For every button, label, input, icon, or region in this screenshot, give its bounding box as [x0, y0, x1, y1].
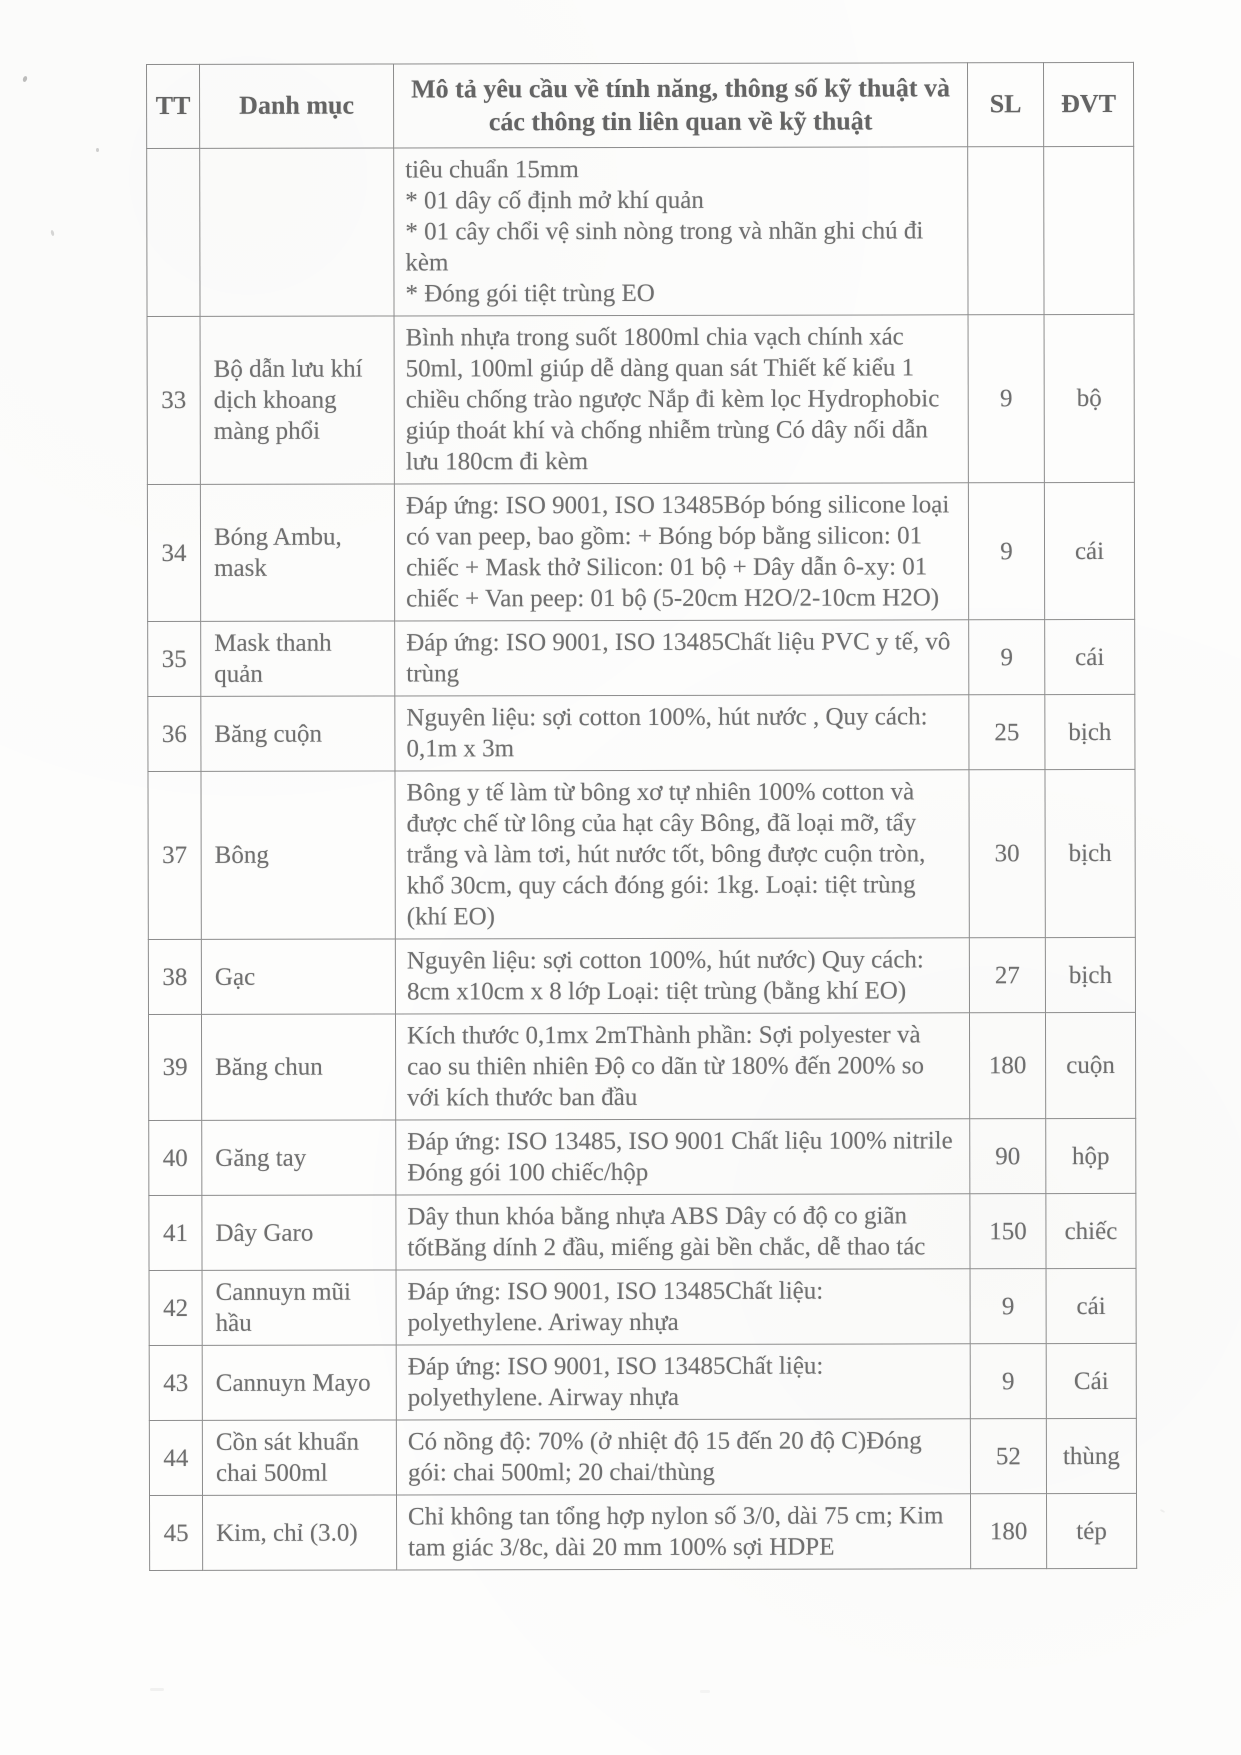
cell-unit: bịch — [1045, 694, 1135, 769]
cell-unit: cái — [1045, 619, 1135, 694]
cell-unit: cái — [1044, 482, 1134, 619]
table-header-row — [147, 62, 1134, 148]
cell-description: Đáp ứng: ISO 9001, ISO 13485Chất liệu PVC y tế, vô trùng — [395, 620, 969, 696]
cell-item-number: 40 — [149, 1120, 202, 1195]
table-row — [149, 1343, 1136, 1420]
col-header-tt: TT — [147, 64, 200, 148]
cell-description: tiêu chuẩn 15mm * 01 dây cố định mở khí quản * 01 cây chổi vệ sinh nòng trong và nhãn ghi chú đi kèm * Đóng gói tiệt trùng EO — [394, 147, 968, 316]
cell-unit: bộ — [1044, 314, 1134, 482]
cell-item-number: 43 — [149, 1345, 202, 1420]
cell-item-number: 45 — [149, 1495, 202, 1570]
cell-category: Cannuyn mũi hầu — [202, 1270, 396, 1345]
supplies-spec-table — [146, 62, 1137, 1571]
cell-category: Bộ dẫn lưu khí dịch khoang màng phổi — [200, 316, 394, 484]
cell-quantity: 180 — [969, 1013, 1045, 1119]
table-row — [149, 1493, 1136, 1570]
cell-unit: Cái — [1046, 1343, 1136, 1418]
cell-item-number: 34 — [147, 484, 200, 621]
scan-artifact — [22, 75, 28, 82]
cell-category: Băng cuộn — [201, 696, 395, 771]
cell-quantity: 9 — [970, 1344, 1046, 1419]
table-row — [148, 937, 1135, 1014]
cell-item-number: 37 — [148, 771, 201, 939]
table-row — [149, 1418, 1136, 1495]
cell-quantity: 9 — [968, 315, 1044, 483]
cell-quantity: 9 — [968, 483, 1044, 620]
cell-category: Cannuyn Mayo — [202, 1345, 396, 1420]
scan-artifact — [150, 1688, 164, 1691]
table-row — [148, 769, 1135, 939]
cell-category: Mask thanh quản — [201, 621, 395, 696]
cell-quantity: 90 — [970, 1119, 1046, 1194]
cell-unit: bịch — [1045, 937, 1135, 1012]
cell-item-number: 35 — [148, 621, 201, 696]
cell-description: Dây thun khóa bằng nhựa ABS Dây có độ co giãn tốtBăng dính 2 đầu, miếng gài bền chắc, dễ thao tác — [396, 1194, 970, 1270]
table-row — [148, 619, 1135, 696]
cell-unit: tép — [1046, 1493, 1136, 1568]
table-row — [148, 1012, 1135, 1120]
table-row — [149, 1118, 1136, 1195]
cell-item-number: 38 — [148, 939, 201, 1014]
cell-category: Băng chun — [201, 1014, 395, 1120]
cell-category: Gạc — [201, 939, 395, 1014]
cell-quantity: 52 — [970, 1419, 1046, 1494]
cell-category — [200, 148, 394, 316]
cell-item-number — [147, 148, 200, 316]
cell-description: Có nồng độ: 70% (ở nhiệt độ 15 đến 20 độ C)Đóng gói: chai 500ml; 20 chai/thùng — [396, 1419, 970, 1495]
cell-item-number: 44 — [149, 1420, 202, 1495]
cell-description: Nguyên liệu: sợi cotton 100%, hút nước , Quy cách: 0,1m x 3m — [395, 695, 969, 771]
cell-description: Đáp ứng: ISO 9001, ISO 13485Bóp bóng silicone loại có van peep, bao gồm: + Bóng bóp bằng silicon: 01 chiếc + Mask thở Silicon: 01 bộ + Dây dẫn ô-xy: 01 chiếc + Van peep: 01 bộ (5-20cm H2O/2-10cm H2O) — [394, 483, 968, 621]
scan-artifact — [700, 1690, 710, 1693]
cell-quantity: 9 — [970, 1269, 1046, 1344]
cell-description: Nguyên liệu: sợi cotton 100%, hút nước) Quy cách: 8cm x10cm x 8 lớp Loại: tiệt trùng (bằng khí EO) — [395, 938, 969, 1014]
col-header-category: Danh mục — [200, 64, 394, 148]
cell-quantity: 9 — [969, 620, 1045, 695]
cell-unit: bịch — [1045, 769, 1135, 937]
cell-quantity: 30 — [969, 770, 1045, 938]
cell-category: Găng tay — [202, 1120, 396, 1195]
cell-unit: cuộn — [1045, 1012, 1135, 1118]
table-row — [149, 1193, 1136, 1270]
cell-unit: thùng — [1046, 1418, 1136, 1493]
cell-description: Bình nhựa trong suốt 1800ml chia vạch chính xác 50ml, 100ml giúp dễ dàng quan sát Thiết kế kiểu 1 chiều chống trào ngược Nắp đi kèm lọc Hydrophobic giúp thoát khí và chống nhiễm trùng Có dây nối dẫn lưu 180cm đi kèm — [394, 315, 968, 484]
col-header-unit: ĐVT — [1043, 62, 1133, 146]
cell-description: Bông y tế làm từ bông xơ tự nhiên 100% cotton và được chế từ lông của hạt cây Bông, đã loại mỡ, tẩy trắng và làm tơi, hút nước tốt, bông được cuộn tròn, khổ 30cm, quy cách đóng gói: 1kg. Loại: tiệt trùng (khí EO) — [395, 770, 969, 939]
table-row — [147, 314, 1134, 484]
scan-artifact — [96, 148, 99, 152]
cell-description: Đáp ứng: ISO 9001, ISO 13485Chất liệu: polyethylene. Ariway nhựa — [396, 1269, 970, 1345]
scan-artifact — [1160, 1509, 1165, 1513]
cell-quantity: 180 — [970, 1494, 1046, 1569]
table-row — [149, 1268, 1136, 1345]
cell-description: Đáp ứng: ISO 9001, ISO 13485Chất liệu: polyethylene. Airway nhựa — [396, 1344, 970, 1420]
cell-quantity: 27 — [969, 938, 1045, 1013]
cell-description: Đáp ứng: ISO 13485, ISO 9001 Chất liệu 100% nitrile Đóng gói 100 chiếc/hộp — [396, 1119, 970, 1195]
cell-item-number: 33 — [147, 316, 200, 484]
cell-unit: hộp — [1046, 1118, 1136, 1193]
cell-item-number: 41 — [149, 1195, 202, 1270]
cell-item-number: 39 — [148, 1014, 201, 1120]
cell-category: Bóng Ambu, mask — [200, 484, 394, 621]
cell-category: Kim, chỉ (3.0) — [202, 1495, 396, 1570]
cell-quantity — [968, 147, 1044, 315]
cell-unit: cái — [1046, 1268, 1136, 1343]
table-row — [148, 694, 1135, 771]
col-header-qty: SL — [967, 63, 1043, 147]
col-header-description: Mô tả yêu cầu về tính năng, thông số kỹ thuật và các thông tin liên quan về kỹ thuật — [394, 63, 968, 148]
cell-description: Kích thước 0,1mx 2mThành phần: Sợi polyester và cao su thiên nhiên Độ co dãn từ 180% đến 200% so với kích thước ban đầu — [395, 1013, 969, 1120]
cell-description: Chỉ không tan tổng hợp nylon số 3/0, dài 75 cm; Kim tam giác 3/8c, dài 20 mm 100% sợi HDPE — [396, 1494, 970, 1570]
cell-unit — [1044, 146, 1134, 314]
table-body — [147, 146, 1137, 1570]
cell-unit: chiếc — [1046, 1193, 1136, 1268]
cell-quantity: 150 — [970, 1194, 1046, 1269]
scan-artifact — [50, 230, 54, 237]
table-row — [147, 146, 1134, 316]
cell-category: Dây Garo — [202, 1195, 396, 1270]
table-row — [147, 482, 1134, 621]
cell-item-number: 36 — [148, 696, 201, 771]
cell-category: Bông — [201, 771, 395, 939]
cell-item-number: 42 — [149, 1270, 202, 1345]
cell-category: Cồn sát khuẩn chai 500ml — [202, 1420, 396, 1495]
cell-quantity: 25 — [969, 695, 1045, 770]
